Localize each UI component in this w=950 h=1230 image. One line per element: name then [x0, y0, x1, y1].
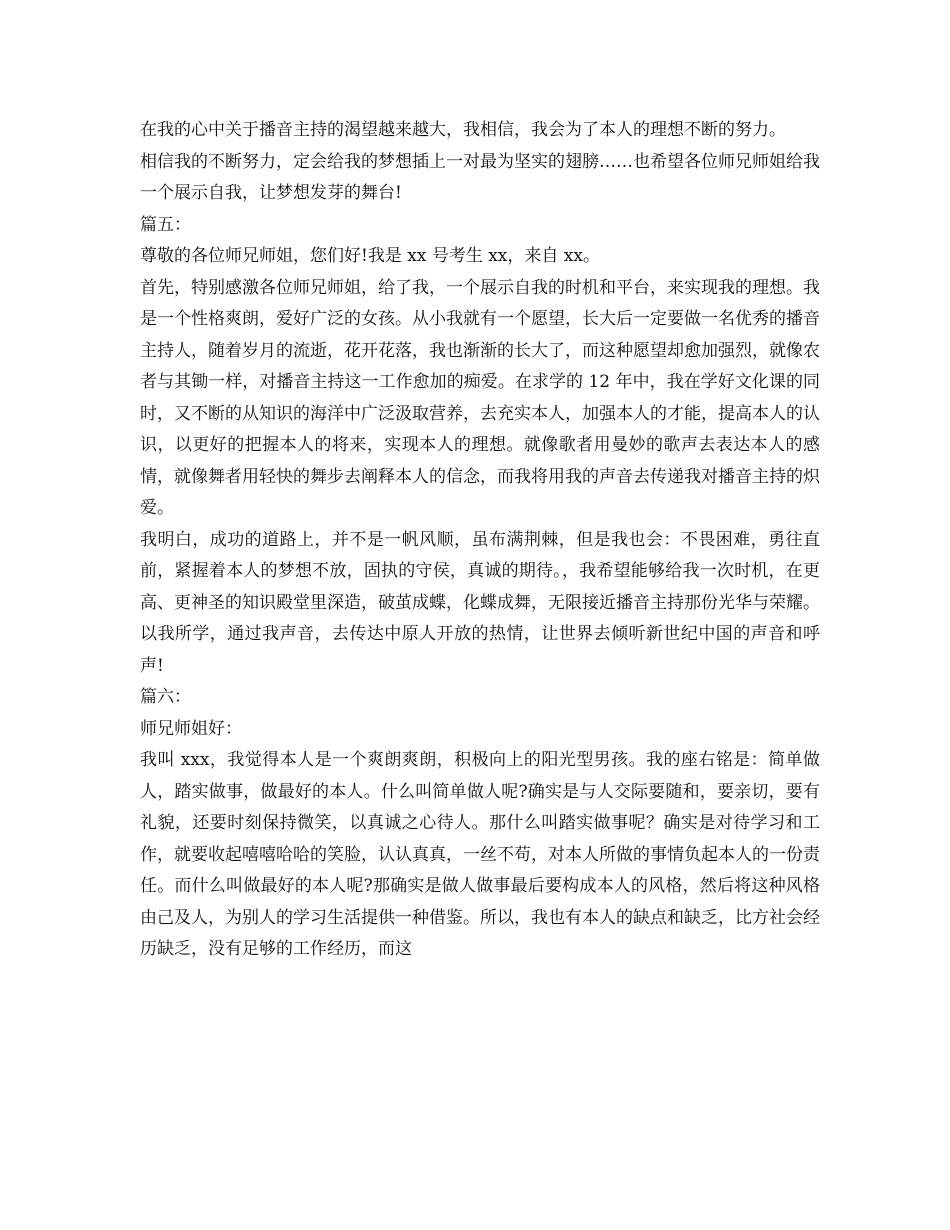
paragraph-2: 相信我的不断努力，定会给我的梦想插上一对最为坚实的翅膀……也希望各位师兄师姐给我一个展示自我，让梦想发芽的舞台! — [140, 151, 820, 203]
document-body — [140, 115, 820, 966]
paragraph-greeting-6: 师兄师姐好： — [140, 718, 242, 739]
paragraph-5-body-2: 我明白，成功的道路上，并不是一帆风顺，虽布满荆棘，但是我也会：不畏困难，勇往直前，紧握着本人的梦想不放，固执的守侯，真诚的期待。，我希望能够给我一次时机，在更高、更神圣的知识殿堂里深造，破茧成蝶，化蝶成舞，无限接近播音主持那份光华与荣耀。以我所学，通过我声音，去传达中原人开放的热情，让世界去倾听新世纪中国的声音和呼声! — [140, 529, 820, 676]
paragraph-6-body-1: 我叫 xxx，我觉得本人是一个爽朗爽朗，积极向上的阳光型男孩。我的座右铭是：简单做人，踏实做事，做最好的本人。什么叫简单做人呢?确实是与人交际要随和，要亲切，要有礼貌，还要时刻保持微笑，以真诚之心待人。那什么叫踏实做事呢？确实是对待学习和工作，就要收起嘻嘻哈哈的笑脸，认认真真，一丝不苟，对本人所做的事情负起本人的一份责任。而什么叫做最好的本人呢?那确实是做人做事最后要构成本人的风格，然后将这种风格由己及人，为别人的学习生活提供一种借鉴。所以，我也有本人的缺点和缺乏，比方社会经历缺乏，没有足够的工作经历，而这 — [140, 750, 820, 959]
section-heading-5: 篇五： — [140, 214, 191, 235]
paragraph-5-body-1: 首先，特别感激各位师兄师姐，给了我，一个展示自我的时机和平台，来实现我的理想。我是一个性格爽朗，爱好广泛的女孩。从小我就有一个愿望，长大后一定要做一名优秀的播音主持人，随着岁月的流逝，花开花落，我也渐渐的长大了，而这种愿望却愈加强烈，就像农者与其锄一样，对播音主持这一工作愈加的痴爱。在求学的 12 年中，我在学好文化课的同时，又不断的从知识的海洋中广泛汲取营养，去充实本人，加强本人的才能，提高本人的认识，以更好的把握本人的将来，实现本人的理想。就像歌者用曼妙的歌声去表达本人的感情，就像舞者用轻快的舞步去阐释本人的信念，而我将用我的声音去传递我对播音主持的炽爱。 — [140, 277, 820, 518]
paragraph-1: 在我的心中关于播音主持的渴望越来越大，我相信，我会为了本人的理想不断的努力。 — [140, 120, 786, 140]
paragraph-greeting-5: 尊敬的各位师兄师姐，您们好!我是 xx 号考生 xx，来自 xx。 — [140, 246, 600, 266]
section-heading-6: 篇六： — [140, 687, 191, 707]
